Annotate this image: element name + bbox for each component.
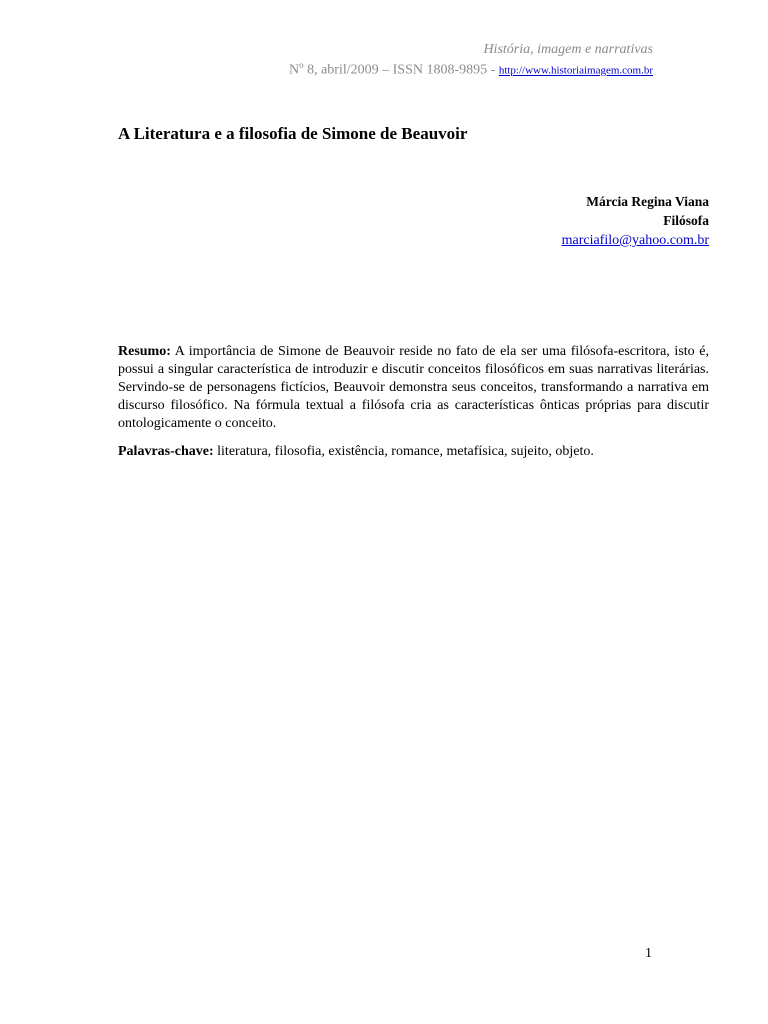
keywords-paragraph bbox=[118, 443, 709, 461]
issue-text: 8, abril/2009 – ISSN 1808-9895 - bbox=[303, 62, 499, 78]
author-role: Filósofa bbox=[663, 213, 709, 228]
author-email-link[interactable]: marciafilo@yahoo.com.br bbox=[561, 233, 709, 248]
abstract-label: Resumo: bbox=[118, 344, 171, 359]
article-title: A Literatura e a filosofia de Simone de Beauvoir bbox=[118, 124, 468, 143]
journal-url-link[interactable]: http://www.historiaimagem.com.br bbox=[498, 64, 653, 77]
page-number: 1 bbox=[645, 946, 652, 961]
issue-prefix: N bbox=[288, 62, 300, 78]
abstract-text: A importância de Simone de Beauvoir reside no fato de ela ser uma filósofa-escritora, isto é, possui a singular característica de introduzir e discutir conceitos filosóficos em suas narrativas literárias. Servindo-se de personagens fictícios, Beauvoir demonstra seus conceitos, transformando a narrativa em discurso filosófico. Na fórmula textual a filósofa cria as características ônticas próprias para discutir ontologicamente o conceito. bbox=[118, 344, 709, 431]
author-name: Márcia Regina Viana bbox=[586, 194, 709, 209]
journal-title: História, imagem e narrativas bbox=[483, 42, 653, 57]
author-block bbox=[562, 192, 709, 250]
issue-superscript: o bbox=[299, 60, 304, 70]
keywords-label: Palavras-chave: bbox=[118, 444, 214, 459]
issue-line bbox=[289, 60, 653, 79]
keywords-text: literatura, filosofia, existência, romance, metafísica, sujeito, objeto. bbox=[213, 444, 594, 459]
abstract-paragraph bbox=[118, 343, 709, 433]
